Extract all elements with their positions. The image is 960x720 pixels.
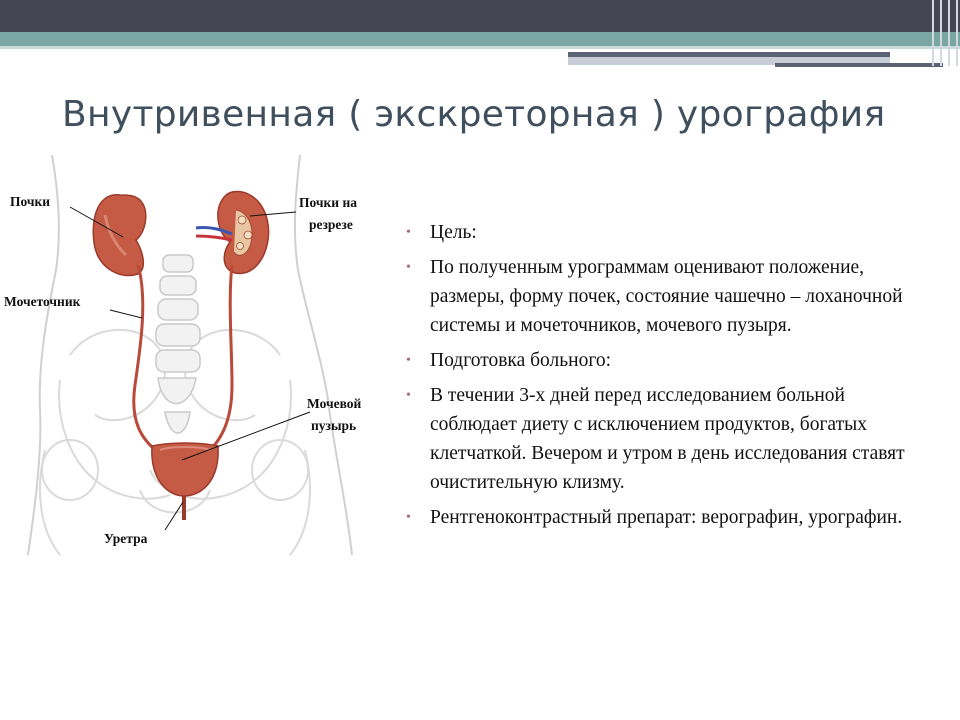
slide-title: Внутривенная ( экскреторная ) урография (62, 94, 886, 135)
bullet-text: Цель: (430, 222, 477, 243)
header-dark-band (0, 0, 960, 32)
label-bladder-line2: пузырь (311, 418, 357, 433)
right-kidney-section (196, 192, 269, 274)
header-corner-lines (928, 0, 960, 66)
bullet-list (406, 218, 916, 538)
label-bladder-line1: Мочевой (307, 396, 362, 411)
header-teal-edge (0, 46, 960, 49)
bullet-text: В течении 3-х дней перед исследованием больной соблюдает диету с исключением продуктов, богатых клетчаткой. Вечером и утром в день исследования ставят очистительную клизму. (430, 385, 905, 493)
bladder (152, 443, 218, 520)
label-ureter: Мочеточник (4, 294, 81, 309)
bullet-text: По полученным урограммам оценивают положение, размеры, форму почек, состояние чашечно – лоханочной системы и мочеточников, мочевого пузыря. (430, 257, 903, 336)
bullet-marker: • (406, 510, 411, 525)
bullet-marker: • (406, 388, 411, 403)
label-urethra: Уретра (104, 531, 148, 546)
header-teal-band (0, 32, 960, 46)
bullet-item (406, 346, 916, 375)
label-kidney-section-line1: Почки на (299, 195, 357, 210)
bullet-item (406, 381, 916, 497)
bullet-marker: • (406, 260, 411, 275)
urinary-system-diagram (0, 150, 390, 560)
bullet-text: Рентгеноконтрастный препарат: верографин, урографин. (430, 507, 903, 528)
bullet-item (406, 218, 916, 247)
label-kidneys: Почки (10, 194, 51, 209)
spine (156, 255, 200, 433)
label-kidney-section-line2: резрезе (309, 217, 353, 232)
bullet-marker: • (406, 225, 411, 240)
header-accent-stripe-short (775, 63, 943, 67)
bullet-item (406, 253, 916, 340)
bullet-text: Подготовка больного: (430, 350, 612, 371)
bullet-item (406, 503, 916, 532)
bullet-marker: • (406, 353, 411, 368)
